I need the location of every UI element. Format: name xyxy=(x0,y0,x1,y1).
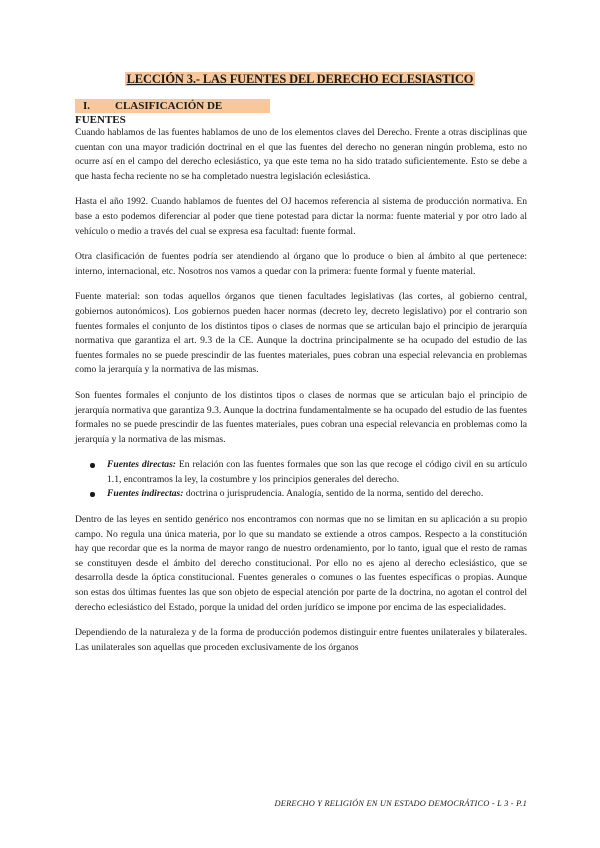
list-item xyxy=(75,458,527,487)
section-heading-text: CLASIFICACIÓN DE FUENTES xyxy=(75,100,223,126)
paragraph: Hasta el año 1992. Cuando hablamos de fuentes del OJ hacemos referencia al sistema de producción normativa. En base a esto podemos diferenciar al poder que tiene potestad para dictar la norma: fuente material y por otro lado al vehículo o medio a través del cual se expresa esa facultad: fuente formal. xyxy=(75,196,527,237)
page-footer: DERECHO Y RELIGIÓN EN UN ESTADO DEMOCRÁTICO - L 3 - P.1 xyxy=(274,799,527,808)
list-item-term: Fuentes indirectas: xyxy=(107,488,184,500)
section-heading xyxy=(75,99,270,126)
paragraph: Cuando hablamos de las fuentes hablamos de uno de los elementos claves del Derecho. Frente a otras disciplinas que cuentan con una mayor tradición doctrinal en el que las fuentes del derecho no generan ningún problema, esto no ocurre así en el campo del derecho eclesiástico, ya que este tema no ha sido tratado suficientemente. Esto se debe a que hasta fecha reciente no se ha completado nuestra legislación eclesiástica. xyxy=(75,127,527,182)
paragraph: Otra clasificación de fuentes podría ser atendiendo al órgano que lo produce o bien al ámbito al que pertenece: interno, internacional, etc. Nosotros nos vamos a quedar con la primera: fuente formal y fuente material. xyxy=(75,251,527,277)
lesson-title-text: LECCIÓN 3.- LAS FUENTES DEL DERECHO ECLESIASTICO xyxy=(126,72,474,86)
paragraph: Son fuentes formales el conjunto de los distintos tipos o clases de normas que se articulan bajo el principio de jerarquía normativa que garantiza 9.3. Aunque la doctrina fundamentalmente se ha ocupado del estudio de las fuentes formales no se puede prescindir de las fuentes materiales, pues cobran una especial relevancia en problemas como la jerarquía y la normativa de las mismas. xyxy=(75,389,527,445)
document-body xyxy=(75,126,527,666)
section-number: I. xyxy=(83,100,91,112)
sources-list xyxy=(75,458,527,502)
list-item-text: doctrina o jurisprudencia. Analogía, sentido de la norma, sentido del derecho. xyxy=(183,488,484,500)
list-item xyxy=(75,487,527,502)
list-item-term: Fuentes directas: xyxy=(107,459,176,471)
paragraph: Fuente material: son todas aquellos órganos que tienen facultades legislativas (las cortes, al gobierno central, gobiernos autonómicos). Los gobiernos pueden hacer normas (decreto ley, decreto legislativo) por el contrario son fuentes formales el conjunto de los distintos tipos o clases de normas que se articulan bajo el principio de jerarquía normativa que garantiza el art. 9.3 de la CE. Aunque la doctrina principalmente se ha ocupado del estudio de las fuentes formales no se puede prescindir de las fuentes materiales, pues cobran una especial relevancia en problemas como la jerarquía y la normativa de las mismas. xyxy=(75,291,527,376)
paragraph: Dependiendo de la naturaleza y de la forma de producción podemos distinguir entre fuentes unilaterales y bilaterales. Las unilaterales son aquellas que proceden exclusivamente de los órganos xyxy=(75,627,527,653)
list-item-text: En relación con las fuentes formales que son las que recoge el código civil en su artículo 1.1, encontramos la ley, la costumbre y los principios generales del derecho. xyxy=(107,459,527,485)
lesson-title xyxy=(0,72,600,87)
paragraph: Dentro de las leyes en sentido genérico nos encontramos con normas que no se limitan en su aplicación a su propio campo. No regula una única materia, por lo que su mandato se extiende a otros campos. Respecto a la constitución hay que recordar que es la norma de mayor rango de nuestro ordenamiento, por lo tanto, igual que el resto de ramas se constituyen desde el ámbito del derecho constitucional. Por ello no es ajeno al derecho eclesiástico, que se desarrolla desde la óptica constitucional. Fuentes generales o comunes o las fuentes específicas o propias. Aunque son estas dos últimas fuentes las que son objeto de especial atención por parte de la doctrina, no agotan el control del derecho eclesiástico del Estado, porque la unidad del orden jurídico se impone por encima de las especialidades. xyxy=(75,514,527,613)
